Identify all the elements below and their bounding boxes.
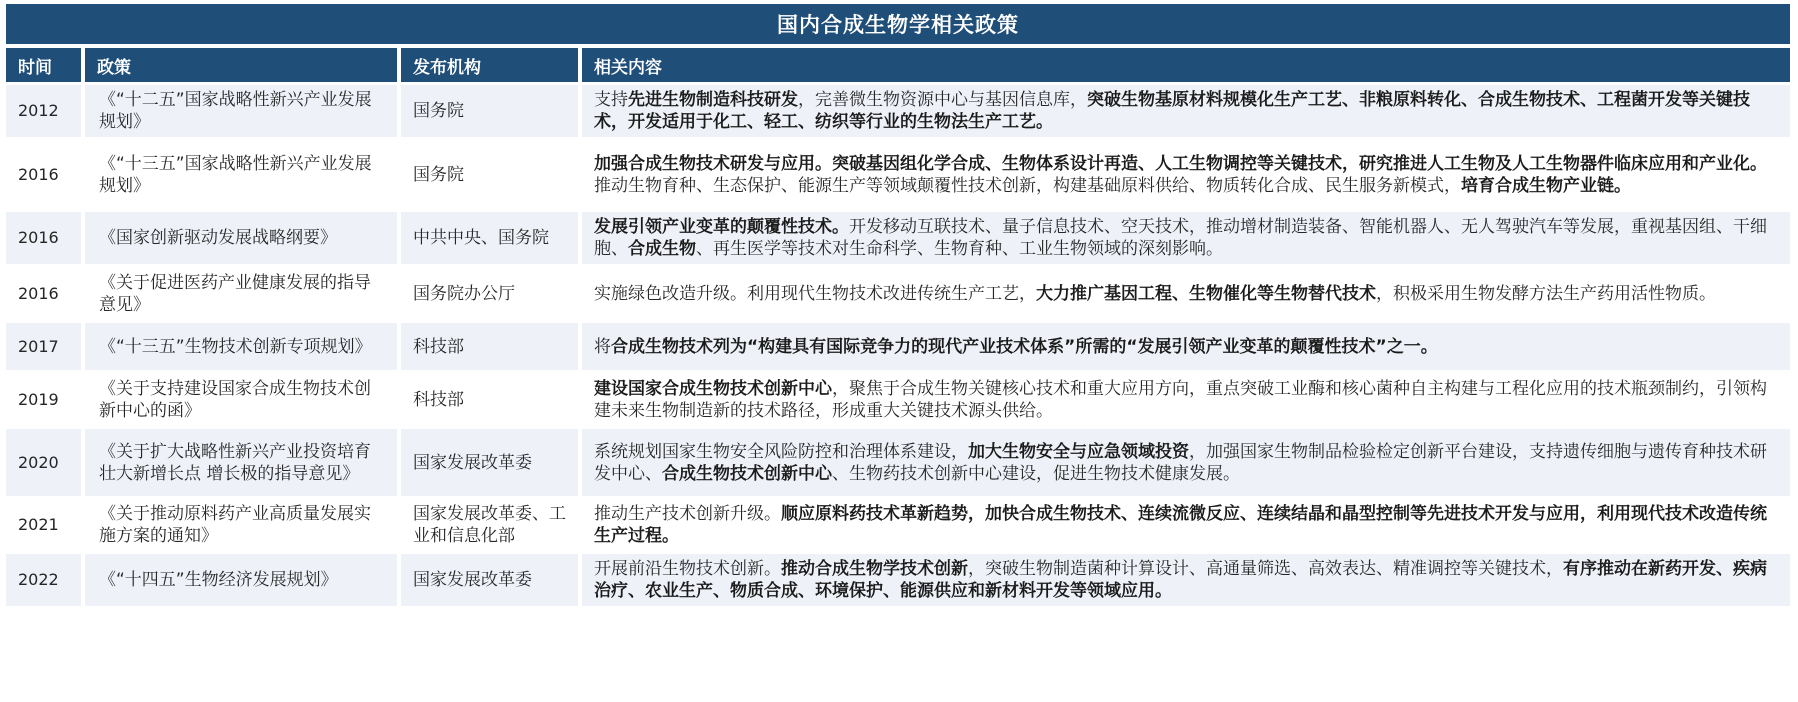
content-segment: ，聚焦于合成生物关键核心技术和重大应用方向，重点突破工业酶和核心菌种自主构建与工程化应用的技术瓶颈制约，引领构建未来生物制造新的技术路径，形成重大关键技术源头供给。 <box>594 378 1767 421</box>
table-row <box>6 498 1790 553</box>
cell-org: 国家发展改革委 <box>399 428 580 498</box>
cell-year: 2012 <box>6 84 83 139</box>
cell-org: 国家发展改革委、工业和信息化部 <box>399 498 580 553</box>
content-bold-segment: 大力推广基因工程、生物催化等生物替代技术 <box>1036 283 1376 304</box>
content-bold-segment: 突破生物基原材料规模化生产工艺、非粮原料转化、合成生物技术、工程菌开发等关键技术，开发适用于化工、轻工、纺织等行业的生物法生产工艺。 <box>594 90 1750 132</box>
content-bold-segment: 加强合成生物技术研发与应用。突破基因组化学合成、生物体系设计再造、人工生物调控等关键技术，研究推进人工生物及人工生物器件临床应用和产业化。 <box>594 153 1767 174</box>
cell-year: 2021 <box>6 498 83 553</box>
cell-year: 2017 <box>6 322 83 372</box>
content-segment: 实施绿色改造升级。利用现代生物技术改进传统生产工艺， <box>594 283 1036 304</box>
content-segment: 支持 <box>594 90 628 110</box>
content-segment: 推动生物育种、生态保护、能源生产等领域颠覆性技术创新，构建基础原料供给、物质转化合成、民生服务新模式， <box>594 175 1461 196</box>
policy-table-container <box>6 4 1790 606</box>
cell-policy: 《国家创新驱动发展战略纲要》 <box>83 211 399 266</box>
cell-content <box>580 139 1790 211</box>
cell-org: 国务院办公厅 <box>399 266 580 322</box>
content-segment: 系统规划国家生物安全风险防控和治理体系建设， <box>594 441 968 462</box>
header-org: 发布机构 <box>399 48 580 84</box>
cell-policy: 《“十三五”国家战略性新兴产业发展规划》 <box>83 139 399 211</box>
cell-content <box>580 372 1790 428</box>
cell-year: 2019 <box>6 372 83 428</box>
cell-content <box>580 211 1790 266</box>
cell-policy: 《“十三五”生物技术创新专项规划》 <box>83 322 399 372</box>
content-bold-segment: 加大生物安全与应急领域投资 <box>968 441 1189 462</box>
content-segment: ，加强国家生物制品检验检定创新平台建设，支持遗传细胞与遗传育种技术研发中心、 <box>594 441 1767 484</box>
content-bold-segment: 合成生物技术创新中心 <box>662 463 832 484</box>
cell-year: 2020 <box>6 428 83 498</box>
table-row <box>6 428 1790 498</box>
content-bold-segment: 建设国家合成生物技术创新中心 <box>594 378 832 399</box>
cell-org: 国务院 <box>399 84 580 139</box>
cell-policy: 《关于支持建设国家合成生物技术创新中心的函》 <box>83 372 399 428</box>
content-segment: 开发移动互联技术、量子信息技术、空天技术，推动增材制造装备、智能机器人、无人驾驶汽车等发展，重视基因组、干细胞、 <box>594 217 1767 259</box>
cell-policy: 《关于推动原料药产业高质量发展实施方案的通知》 <box>83 498 399 553</box>
cell-policy: 《“十四五”生物经济发展规划》 <box>83 553 399 607</box>
content-segment: ，完善微生物资源中心与基因信息库， <box>798 90 1087 110</box>
content-bold-segment: 推动合成生物学技术创新 <box>781 559 968 579</box>
policy-table <box>6 48 1790 606</box>
cell-year: 2016 <box>6 139 83 211</box>
cell-org: 科技部 <box>399 372 580 428</box>
cell-content <box>580 428 1790 498</box>
cell-org: 国务院 <box>399 139 580 211</box>
cell-policy: 《关于促进医药产业健康发展的指导意见》 <box>83 266 399 322</box>
content-bold-segment: 合成生物 <box>628 239 696 259</box>
cell-org: 国家发展改革委 <box>399 553 580 607</box>
cell-content <box>580 498 1790 553</box>
content-segment: 推动生产技术创新升级。 <box>594 504 781 524</box>
cell-content <box>580 266 1790 322</box>
content-bold-segment: 顺应原料药技术革新趋势，加快合成生物技术、连续流微反应、连续结晶和晶型控制等先进技术开发与应用，利用现代技术改造传统生产过程。 <box>594 504 1767 546</box>
content-segment: 、生物药技术创新中心建设，促进生物技术健康发展。 <box>832 463 1240 484</box>
table-row <box>6 266 1790 322</box>
cell-year: 2016 <box>6 211 83 266</box>
cell-org: 中共中央、国务院 <box>399 211 580 266</box>
content-segment: 开展前沿生物技术创新。 <box>594 559 781 579</box>
content-bold-segment: 先进生物制造科技研发 <box>628 90 798 110</box>
table-row <box>6 84 1790 139</box>
content-segment: ，积极采用生物发酵方法生产药用活性物质。 <box>1376 283 1716 304</box>
table-title: 国内合成生物学相关政策 <box>6 4 1790 44</box>
cell-content <box>580 553 1790 607</box>
content-segment: ，突破生物制造菌种计算设计、高通量筛选、高效表达、精准调控等关键技术， <box>968 559 1563 579</box>
header-content: 相关内容 <box>580 48 1790 84</box>
table-row <box>6 372 1790 428</box>
content-segment: 、再生医学等技术对生命科学、生物育种、工业生物领域的深刻影响。 <box>696 239 1223 259</box>
cell-content <box>580 322 1790 372</box>
table-row <box>6 211 1790 266</box>
header-year: 时间 <box>6 48 83 84</box>
content-bold-segment: 培育合成生物产业链。 <box>1461 175 1631 196</box>
cell-content <box>580 84 1790 139</box>
content-bold-segment: 合成生物技术列为“构建具有国际竞争力的现代产业技术体系”所需的“发展引领产业变革的颠覆性技术”之一。 <box>611 336 1438 357</box>
cell-policy: 《“十二五”国家战略性新兴产业发展规划》 <box>83 84 399 139</box>
cell-year: 2022 <box>6 553 83 607</box>
content-segment: 将 <box>594 336 611 357</box>
header-policy: 政策 <box>83 48 399 84</box>
content-bold-segment: 有序推动在新药开发、疾病治疗、农业生产、物质合成、环境保护、能源供应和新材料开发等领域应用。 <box>594 559 1767 601</box>
cell-org: 科技部 <box>399 322 580 372</box>
cell-policy: 《关于扩大战略性新兴产业投资培育壮大新增长点 增长极的指导意见》 <box>83 428 399 498</box>
table-row <box>6 139 1790 211</box>
table-row <box>6 322 1790 372</box>
table-row <box>6 553 1790 607</box>
content-bold-segment: 发展引领产业变革的颠覆性技术。 <box>594 217 849 237</box>
cell-year: 2016 <box>6 266 83 322</box>
header-row <box>6 48 1790 84</box>
